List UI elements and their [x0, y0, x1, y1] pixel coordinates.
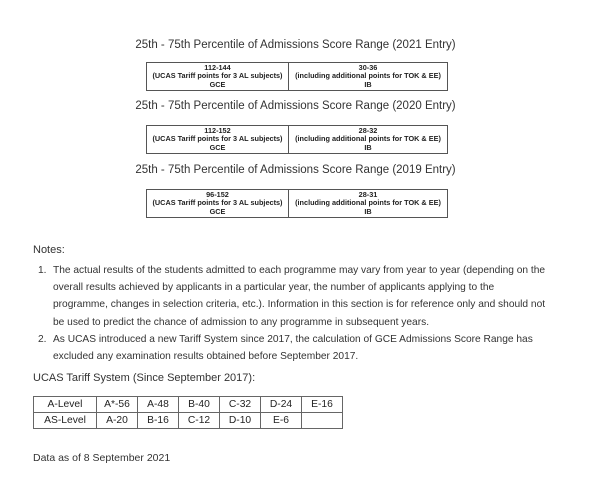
tariff-cell: A-48 [138, 397, 179, 413]
ib-cell [289, 126, 447, 153]
ib-label: IB [364, 206, 372, 216]
score-range-title: 25th - 75th Percentile of Admissions Score Range (2020 Entry) [135, 100, 456, 112]
note-line: As UCAS introduced a new Tariff System since 2017, the calculation of GCE Admissions Score Range has [53, 333, 533, 345]
ib-label: IB [364, 142, 372, 152]
table-row [34, 397, 343, 413]
ib-range: 30-36 [358, 63, 378, 72]
ib-cell [289, 190, 447, 217]
score-range-title: 25th - 75th Percentile of Admissions Score Range (2021 Entry) [135, 39, 456, 51]
tariff-cell: C-12 [179, 413, 220, 429]
note-number: 2. [38, 333, 47, 345]
note-line: The actual results of the students admitted to each programme may vary from year to year (depending on the [53, 265, 546, 276]
tariff-table [33, 396, 343, 429]
gce-label: GCE [209, 79, 226, 89]
note-line: excluded any examination results obtained before September 2017. [53, 351, 359, 363]
tariff-cell [302, 413, 343, 429]
gce-note: (UCAS Tariff points for 3 AL subjects) [152, 198, 283, 208]
row-label: A-Level [34, 397, 97, 413]
ib-note: (including additional points for TOK & EE) [295, 198, 441, 208]
row-label: AS-Level [34, 413, 97, 429]
gce-label: GCE [209, 206, 226, 216]
note-item [33, 262, 578, 331]
gce-cell [147, 63, 289, 90]
gce-note: (UCAS Tariff points for 3 AL subjects) [152, 71, 283, 81]
ib-note: (including additional points for TOK & EE) [295, 134, 441, 144]
ib-cell [289, 63, 447, 90]
tariff-cell: E-6 [261, 413, 302, 429]
score-range-2019 [0, 163, 591, 177]
score-range-title: 25th - 75th Percentile of Admissions Score Range (2019 Entry) [135, 164, 456, 176]
gce-range: 96-152 [206, 190, 229, 199]
note-number: 1. [38, 265, 47, 276]
tariff-cell: C-32 [220, 397, 261, 413]
tariff-cell: A*-56 [97, 397, 138, 413]
score-range-table-2019 [146, 189, 448, 218]
score-range-2021 [0, 38, 591, 52]
gce-label: GCE [209, 142, 226, 152]
gce-range: 112-144 [204, 63, 231, 72]
note-line: programme, changes in selection criteria, etc.). Information in this section is for reference only and should not [53, 299, 546, 311]
tariff-cell: B-40 [179, 397, 220, 413]
gce-note: (UCAS Tariff points for 3 AL subjects) [152, 134, 283, 144]
score-range-table-2020 [146, 125, 448, 154]
tariff-heading: UCAS Tariff System (Since September 2017): [33, 372, 256, 384]
note-line: overall results achieved by applicants in a particular year, the number of applicants applying to the [53, 282, 495, 294]
tariff-cell: E-16 [302, 397, 343, 413]
tariff-cell: B-16 [138, 413, 179, 429]
score-range-table-2021 [146, 62, 448, 91]
ib-range: 28-32 [358, 126, 378, 135]
note-line: be used to predict the chance of admission to any programme in subsequent years. [53, 316, 430, 328]
ib-note: (including additional points for TOK & EE) [295, 71, 441, 81]
notes-list [33, 262, 578, 365]
gce-range: 112-152 [204, 126, 231, 135]
ib-label: IB [364, 79, 372, 89]
tariff-cell: D-10 [220, 413, 261, 429]
gce-cell [147, 126, 289, 153]
ib-range: 28-31 [358, 190, 378, 199]
gce-cell [147, 190, 289, 217]
score-range-2020 [0, 99, 591, 113]
tariff-cell: A-20 [97, 413, 138, 429]
data-date: Data as of 8 September 2021 [33, 452, 171, 464]
tariff-cell: D-24 [261, 397, 302, 413]
table-row [34, 413, 343, 429]
note-item [33, 331, 578, 365]
notes-heading: Notes: [33, 244, 65, 256]
